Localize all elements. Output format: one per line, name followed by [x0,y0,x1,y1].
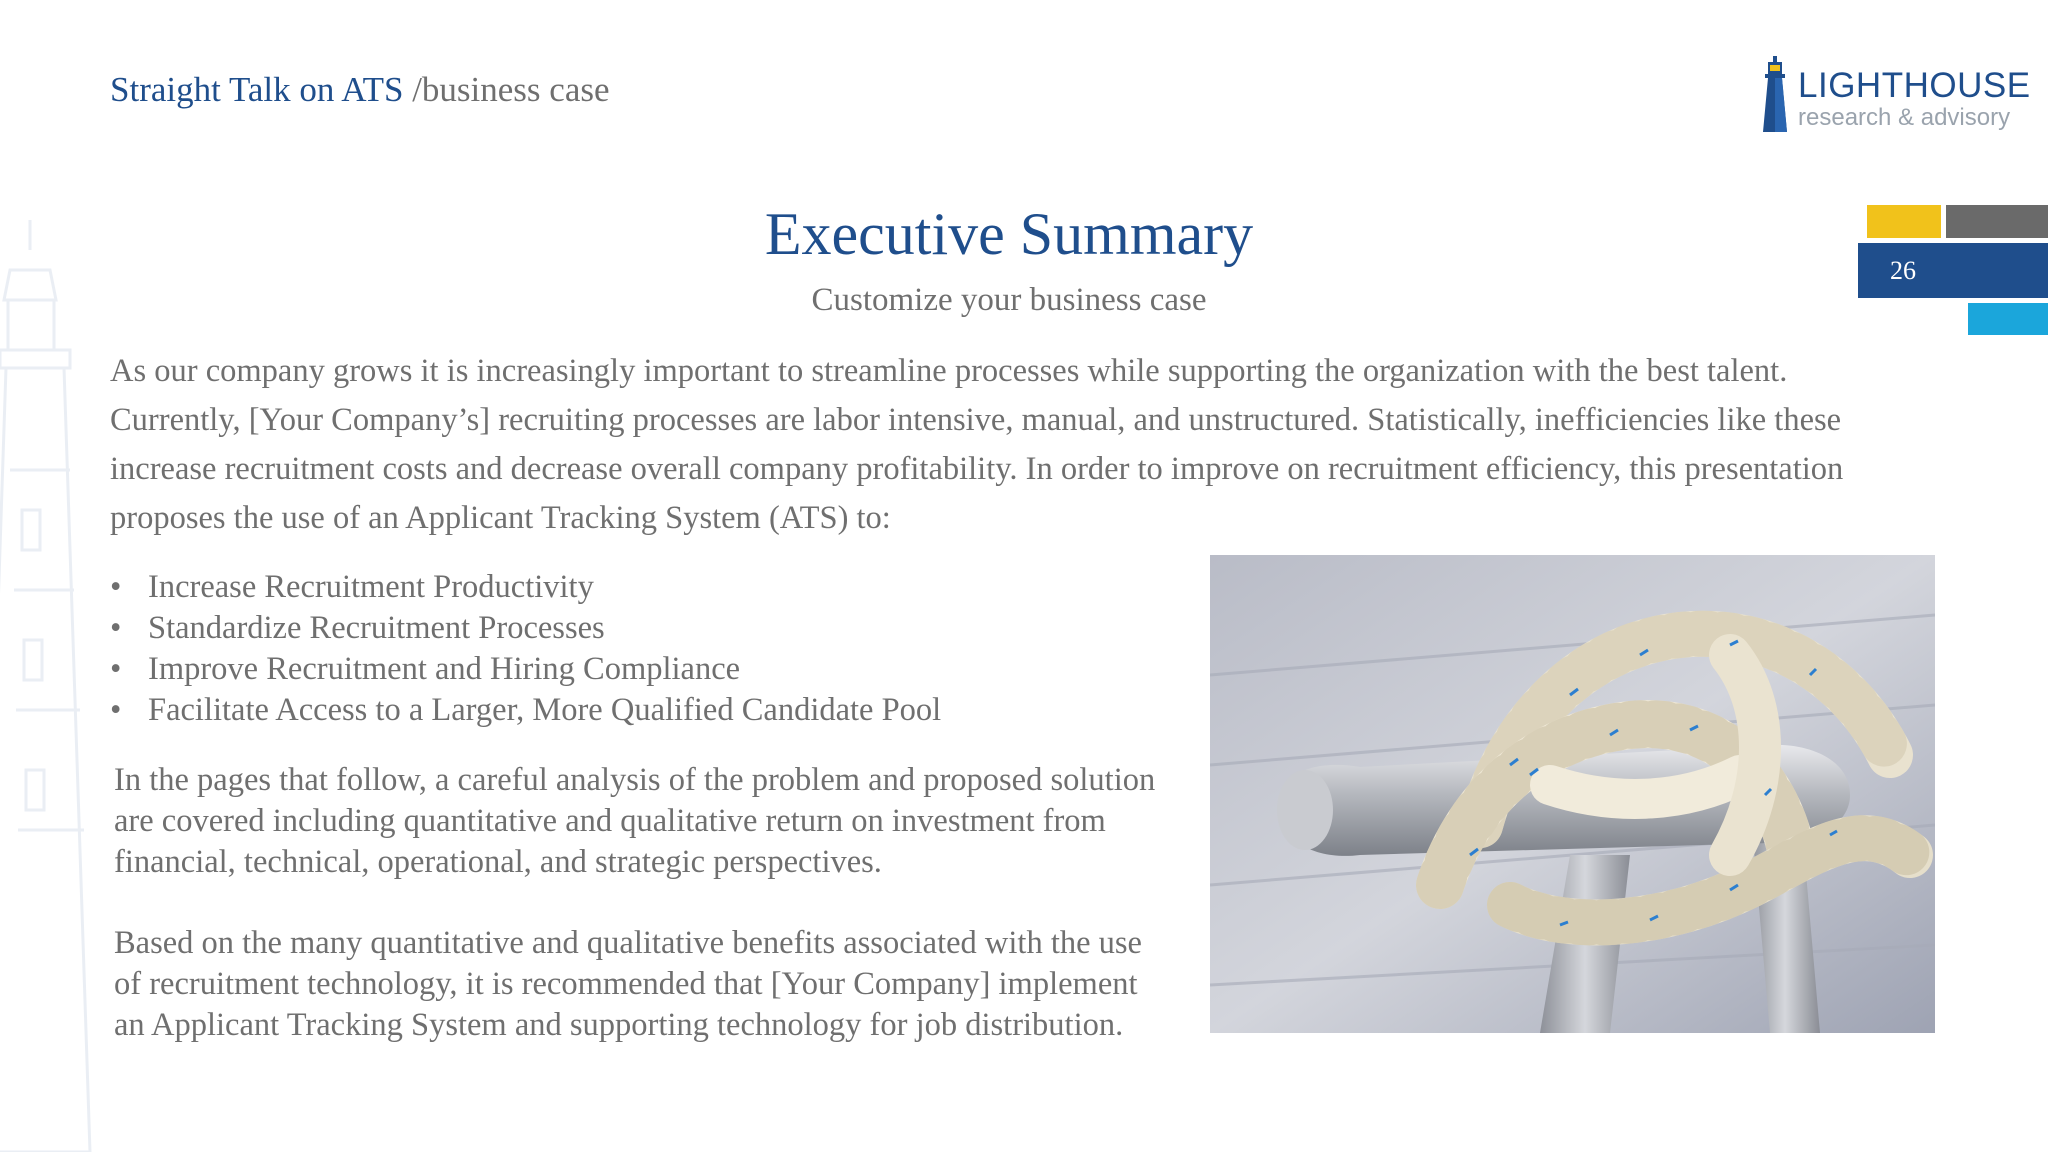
page-number: 26 [1890,256,1916,285]
company-logo [1758,56,2031,136]
logo-tagline: research & advisory [1798,104,2011,131]
list-item: • Standardize Recruitment Processes [110,608,941,649]
slide-title: Executive Summary [764,201,1254,267]
intro-paragraph: As our company grows it is increasingly important to streamline processes while supporting the organization with the best talent. Currently, [Your Company’s] recruiting processes are labor intensive, manual, and unstructured. Statistically, inefficiencies like these increase recruitment costs and decrease overall company profitability. In order to improve on recruitment efficiency, this presentation proposes the use of an Applicant Tracking System (ATS) to: [110,353,1844,536]
recommendation-paragraph: Based on the many quantitative and qualitative benefits associated with the use of recruitment technology, it is recommended that [Your Company] implement an Applicant Tracking System and supporting technology for job distribution. [114,925,1142,1043]
rope-knot-cleat-image [1210,555,1935,1033]
list-item: • Facilitate Access to a Larger, More Qualified Candidate Pool [110,690,941,731]
deck-brand-title: Straight Talk on ATS [110,70,404,109]
list-item: • Increase Recruitment Productivity [110,567,941,608]
benefit-list [110,567,941,731]
logo-wordmark: LIGHTHOUSE [1798,66,2031,105]
lighthouse-icon [1758,56,1794,132]
deck-section-label: /business case [412,70,610,109]
list-item: • Improve Recruitment and Hiring Compliance [110,649,941,690]
slide-subtitle: Customize your business case [811,282,1207,318]
deck-header [110,70,610,110]
analysis-paragraph: In the pages that follow, a careful analysis of the problem and proposed solution are covered including quantitative and qualitative return on investment from financial, technical, operational, and strategic perspectives. [114,762,1156,880]
